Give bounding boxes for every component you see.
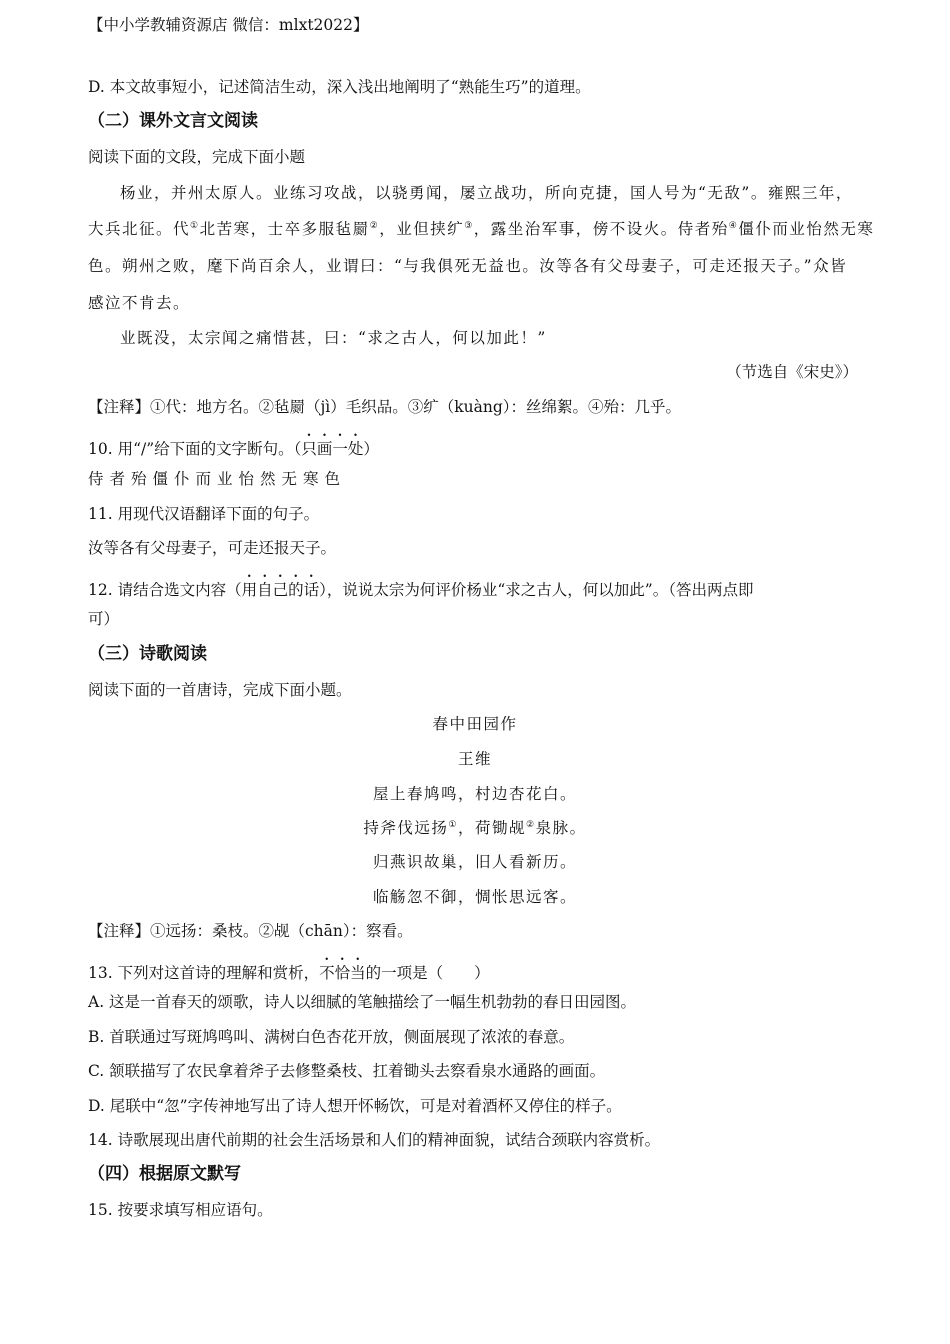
footnote-marker: ③: [464, 220, 474, 231]
section-title-classical: （二）课外文言文阅读: [88, 111, 258, 131]
question-text: 10. 用“/”给下面的文字断句。（: [88, 440, 302, 458]
passage-text: ，业但挟纩: [379, 220, 465, 238]
passage-text: 北苦寒，士卒多服毡罽: [199, 220, 370, 238]
question-text: 的一项是（ ）: [365, 964, 490, 982]
option-a: A. 这是一首春天的颂歌，诗人以细腻的笔触描绘了一幅生机勃勃的春日田园图。: [88, 993, 637, 1011]
footnote-marker: ②: [526, 819, 536, 830]
question-10: [88, 431, 379, 460]
section-title-poetry: （三）诗歌阅读: [88, 644, 207, 664]
poem-title: 春中田园作: [432, 715, 518, 733]
option-c: C. 颔联描写了农民拿着斧子去修整桑枝、扛着锄头去察看泉水通路的画面。: [88, 1062, 606, 1080]
question-12-cont: 可）: [88, 610, 120, 628]
passage-text: 大兵北征。代: [88, 220, 191, 238]
emphasis-text: 只画一处: [301, 440, 364, 458]
question-13: [88, 955, 490, 984]
emphasis-text: 不恰当: [319, 964, 366, 982]
footnote-marker: ①: [190, 220, 200, 231]
notes-classical: 【注释】①代：地方名。②毡罽（jì）毛织品。③纩（kuàng）：丝绵絮。④殆：几乎。: [88, 398, 682, 416]
option-b: B. 首联通过写斑鸠鸣叫、满树白色杏花开放，侧面展现了浓浓的春意。: [88, 1028, 575, 1046]
question-text: 13. 下列对这首诗的理解和赏析，: [88, 964, 320, 982]
section-title-dictation: （四）根据原文默写: [88, 1164, 241, 1184]
passage-line-3: 色。朔州之败，麾下尚百余人，业谓曰：“与我俱死无益也。汝等各有父母妻子，可走还报天子。”众皆: [88, 257, 848, 275]
option-d: D. 尾联中“忽”字传神地写出了诗人想开怀畅饮，可是对着酒杯又停住的样子。: [88, 1097, 622, 1115]
footnote-marker: ④: [728, 220, 739, 231]
question-text: ）: [363, 440, 379, 458]
passage-line-4: 感泣不肯去。: [88, 294, 191, 312]
question-text: 12. 请结合选文内容（: [88, 581, 242, 599]
question-15: 15. 按要求填写相应语句。: [88, 1201, 273, 1219]
question-12: [88, 572, 753, 601]
poem-line-1: 屋上春鸠鸣，村边杏花白。: [372, 785, 577, 803]
poem-author: 王维: [457, 750, 492, 768]
poem-text: ，荷锄觇: [457, 819, 526, 837]
question-10-text: 侍者殆僵仆而业怡然无寒色: [88, 470, 347, 488]
page-header: 【中小学教辅资源店 微信：mlxt2022】: [88, 16, 369, 34]
poem-line-4: 临觞忽不御，惆怅思远客。: [372, 888, 577, 906]
question-14: 14. 诗歌展现出唐代前期的社会生活场景和人们的精神面貌，试结合颈联内容赏析。: [88, 1131, 661, 1149]
source-citation: （节选自《宋史》）: [726, 363, 858, 381]
passage-paragraph-2: 业既没，太宗闻之痛惜甚，曰：“求之古人，何以加此！”: [120, 329, 547, 347]
poem-text: 泉脉。: [535, 819, 587, 837]
question-11-text: 汝等各有父母妻子，可走还报天子。: [88, 539, 337, 557]
poetry-intro: 阅读下面的一首唐诗，完成下面小题。: [88, 681, 352, 699]
notes-poetry: 【注释】①远扬：桑枝。②觇（chān）：察看。: [88, 922, 413, 940]
passage-line-1: 杨业，并州太原人。业练习攻战，以骁勇闻，屡立战功，所向克捷，国人号为“无敌”。雍熙三年，: [120, 184, 853, 202]
poem-text: 持斧伐远扬: [363, 819, 449, 837]
footnote-marker: ①: [448, 819, 458, 830]
poem-line-3: 归燕识故巢，旧人看新历。: [372, 853, 577, 871]
poem-line-2: [0, 817, 950, 839]
section-intro: 阅读下面的文段，完成下面小题: [88, 148, 306, 166]
passage-line-2: [88, 218, 874, 240]
option-d-prev: D. 本文故事短小，记述简洁生动，深入浅出地阐明了“熟能生巧”的道理。: [88, 78, 591, 96]
question-11: 11. 用现代汉语翻译下面的句子。: [88, 505, 320, 523]
passage-text: 僵仆而业怡然无寒: [738, 220, 875, 238]
question-text: ），说说太宗为何评价杨业“求之古人，何以加此”。（答出两点即: [319, 581, 754, 599]
emphasis-text: 用自己的话: [241, 581, 320, 599]
footnote-marker: ②: [369, 220, 380, 231]
passage-text: ，露坐治军事，傍不设火。侍者殆: [473, 220, 729, 238]
